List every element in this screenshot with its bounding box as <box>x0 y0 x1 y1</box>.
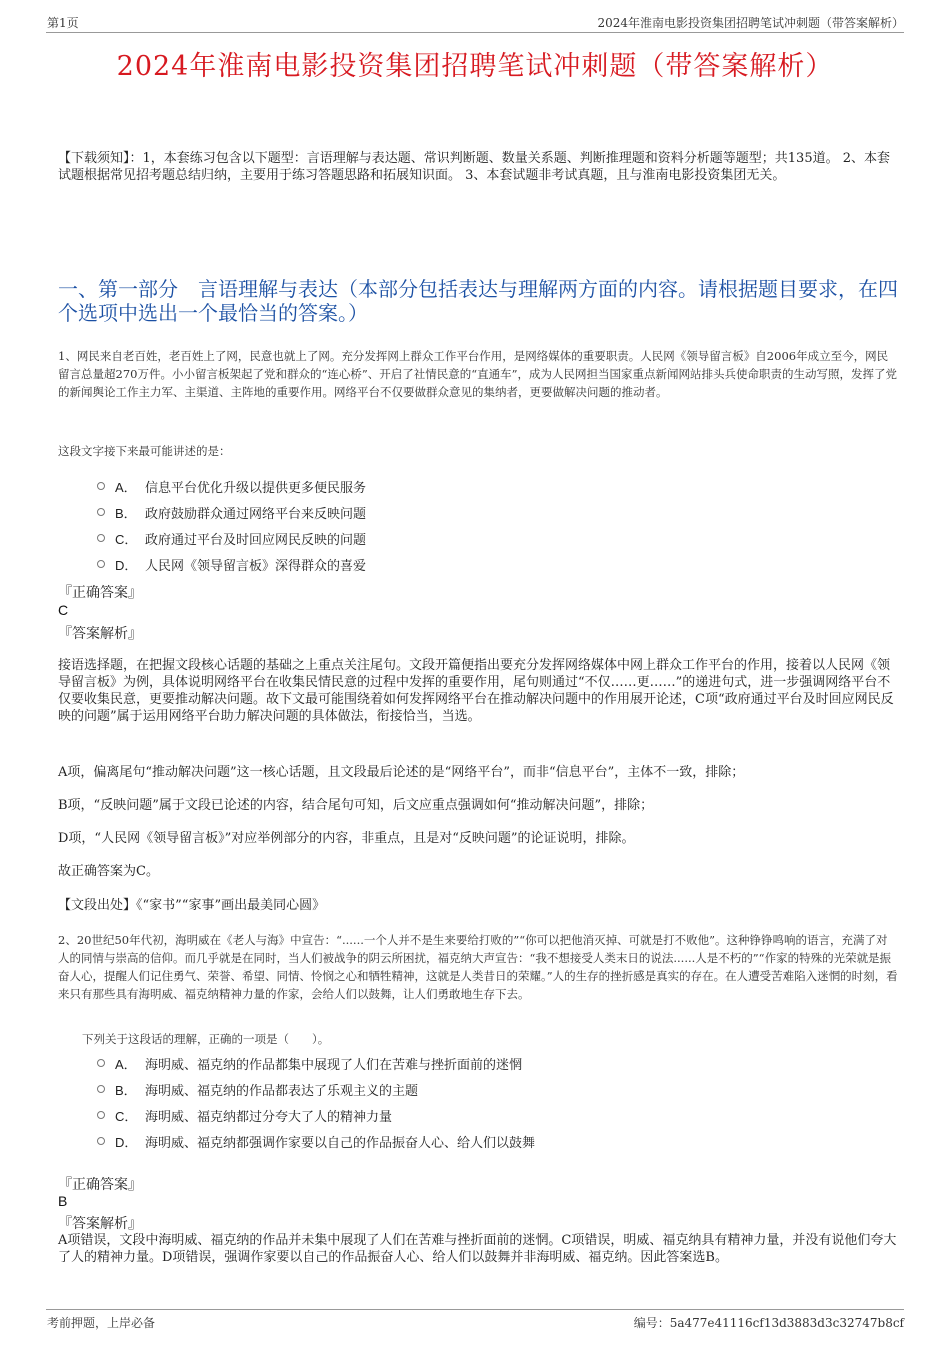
question-2-answer: B <box>58 1193 68 1209</box>
question-1-option-c[interactable] <box>97 528 366 548</box>
radio-icon[interactable] <box>97 1137 105 1145</box>
radio-icon[interactable] <box>97 1059 105 1067</box>
footer-slogan: 考前押题，上岸必备 <box>47 1316 156 1330</box>
question-2-option-d[interactable] <box>97 1131 535 1151</box>
radio-icon[interactable] <box>97 482 105 490</box>
question-1-analysis-p4: D项，“人民网《领导留言板》”对应举例部分的内容，非重点，且是对“反映问题”的论证说明，排除。 <box>58 831 635 846</box>
question-1-analysis-label: 『答案解析』 <box>58 626 142 642</box>
section-heading: 一、第一部分 言语理解与表达（本部分包括表达与理解两方面的内容。请根据题目要求，在四个选项中选出一个最恰当的答案。） <box>58 277 898 325</box>
question-1-option-d[interactable] <box>97 554 366 574</box>
question-1-analysis-p2: A项，偏离尾句“推动解决问题”这一核心话题，且文段最后论述的是“网络平台”，而非“信息平台”，主体不一致，排除； <box>58 765 745 780</box>
header-divider <box>46 32 904 33</box>
option-letter: C． <box>115 1108 138 1124</box>
option-letter: D． <box>115 1134 138 1150</box>
option-letter: A． <box>115 1056 137 1072</box>
footer-code: 编号：5a477e41116cf13d3883d3c32747b8cf <box>633 1316 904 1330</box>
question-1-text: 1、网民来自老百姓，老百姓上了网，民意也就上了网。充分发挥网上群众工作平台作用，是网络媒体的重要职责。人民网《领导留言板》自2006年成立至今，网民留言总量超270万件。小小留言板架起了党和群众的“连心桥”、开启了社情民意的“直通车”，成为人民网担当国家重点新闻网站排头兵使命职责的生动写照，发挥了党的新闻舆论工作主力军、主渠道、主阵地的重要作用。网络平台不仅要做群众意见的集纳者，更要做解决问题的推动者。 <box>58 349 897 399</box>
question-1-option-b[interactable] <box>97 502 366 522</box>
option-text: 信息平台优化升级以提供更多便民服务 <box>145 480 367 496</box>
option-text: 海明威、福克纳都强调作家要以自己的作品振奋人心、给人们以鼓舞 <box>145 1135 536 1151</box>
question-2-analysis-label: 『答案解析』 <box>58 1216 142 1232</box>
question-2-analysis: A项错误，文段中海明威、福克纳的作品并未集中展现了人们在苦难与挫折面前的迷惘。C项错误，明威、福克纳具有精神力量，并没有说他们夸大了人的精神力量。D项错误，强调作家要以自己的作品振奋人心、给人们以鼓舞并非海明威、福克纳。因此答案选B。 <box>58 1233 897 1265</box>
page-title: 2024年淮南电影投资集团招聘笔试冲刺题（带答案解析） <box>116 51 834 82</box>
question-1-source: 【文段出处】《“家书”“家事”画出最美同心圆》 <box>58 898 326 913</box>
option-letter: C． <box>115 531 138 547</box>
option-letter: A． <box>115 479 137 495</box>
header-page-number: 第1页 <box>47 16 79 30</box>
radio-icon[interactable] <box>97 1111 105 1119</box>
question-1-answer-label: 『正确答案』 <box>58 585 142 601</box>
question-1-analysis-p1: 接语选择题，在把握文段核心话题的基础之上重点关注尾句。文段开篇便指出要充分发挥网络媒体中网上群众工作平台的作用，接着以人民网《领导留言板》为例，具体说明网络平台在收集民情民意的过程中发挥的重要作用，尾句则通过“不仅……更……”的递进句式，进一步强调网络平台不仅要收集民意，更要推动解决问题。故下文最可能围绕着如何发挥网络平台在推动解决问题中的作用展开论述，C项“政府通过平台及时回应网民反映的问题”属于运用网络平台助力解决问题的具体做法，衔接恰当，当选。 <box>58 658 894 724</box>
question-2-text: 2、20世纪50年代初，海明威在《老人与海》中宣告：“......一个人并不是生来要给打败的”“你可以把他消灭掉、可就是打不败他”。这种铮铮鸣响的语言，充满了对人的同情与崇高的信仰。而几乎就是在同时，当人们被战争的阴云所困扰，福克纳大声宣告：“我不想接受人类末日的说法......人是不朽的”“作家的特殊的光荣就是振奋人心，提醒人们记住勇气、荣誉、希望、同情、怜悯之心和牺牲精神，这就是人类昔日的荣耀。”人的生存的挫折感是真实的存在。在人遭受苦难陷入迷惘的时刻，看来只有那些具有海明威、福克纳精神力量的作家，会给人们以鼓舞，让人们勇敢地生存下去。 <box>58 933 898 1001</box>
download-notice: 【下载须知】：1，本套练习包含以下题型：言语理解与表达题、常识判断题、数量关系题、判断推理题和资料分析题等题型；共135道。 2、本套试题根据常见招考题总结归纳，主要用于练习答题思路和拓展知识面。 3、本套试题非考试真题，且与淮南电影投资集团无关。 <box>58 151 890 183</box>
option-text: 政府通过平台及时回应网民反映的问题 <box>145 532 367 548</box>
option-letter: B． <box>115 1082 137 1098</box>
question-1-prompt: 这段文字接下来最可能讲述的是： <box>58 444 231 458</box>
question-2-option-b[interactable] <box>97 1079 418 1099</box>
question-1-analysis-p3: B项，“反映问题”属于文段已论述的内容，结合尾句可知，后文应重点强调如何“推动解决问题”，排除； <box>58 798 654 813</box>
question-2-option-c[interactable] <box>97 1105 392 1125</box>
header-doc-title: 2024年淮南电影投资集团招聘笔试冲刺题（带答案解析） <box>597 16 904 30</box>
option-text: 人民网《领导留言板》深得群众的喜爱 <box>145 558 367 574</box>
footer-divider <box>46 1309 904 1310</box>
option-letter: B． <box>115 505 137 521</box>
option-text: 海明威、福克纳都过分夸大了人的精神力量 <box>145 1109 393 1125</box>
radio-icon[interactable] <box>97 1085 105 1093</box>
question-2-answer-label: 『正确答案』 <box>58 1177 142 1193</box>
option-letter: D． <box>115 557 138 573</box>
question-1-option-a[interactable] <box>97 476 366 496</box>
question-1-analysis-p5: 故正确答案为C。 <box>58 864 159 879</box>
option-text: 政府鼓励群众通过网络平台来反映问题 <box>145 506 367 522</box>
question-1-answer: C <box>58 602 69 618</box>
question-2-option-a[interactable] <box>97 1053 522 1073</box>
radio-icon[interactable] <box>97 560 105 568</box>
option-text: 海明威、福克纳的作品都集中展现了人们在苦难与挫折面前的迷惘 <box>145 1057 523 1073</box>
radio-icon[interactable] <box>97 508 105 516</box>
question-2-prompt: 下列关于这段话的理解，正确的一项是（ ）。 <box>82 1032 330 1046</box>
option-text: 海明威、福克纳的作品都表达了乐观主义的主题 <box>145 1083 419 1099</box>
radio-icon[interactable] <box>97 534 105 542</box>
